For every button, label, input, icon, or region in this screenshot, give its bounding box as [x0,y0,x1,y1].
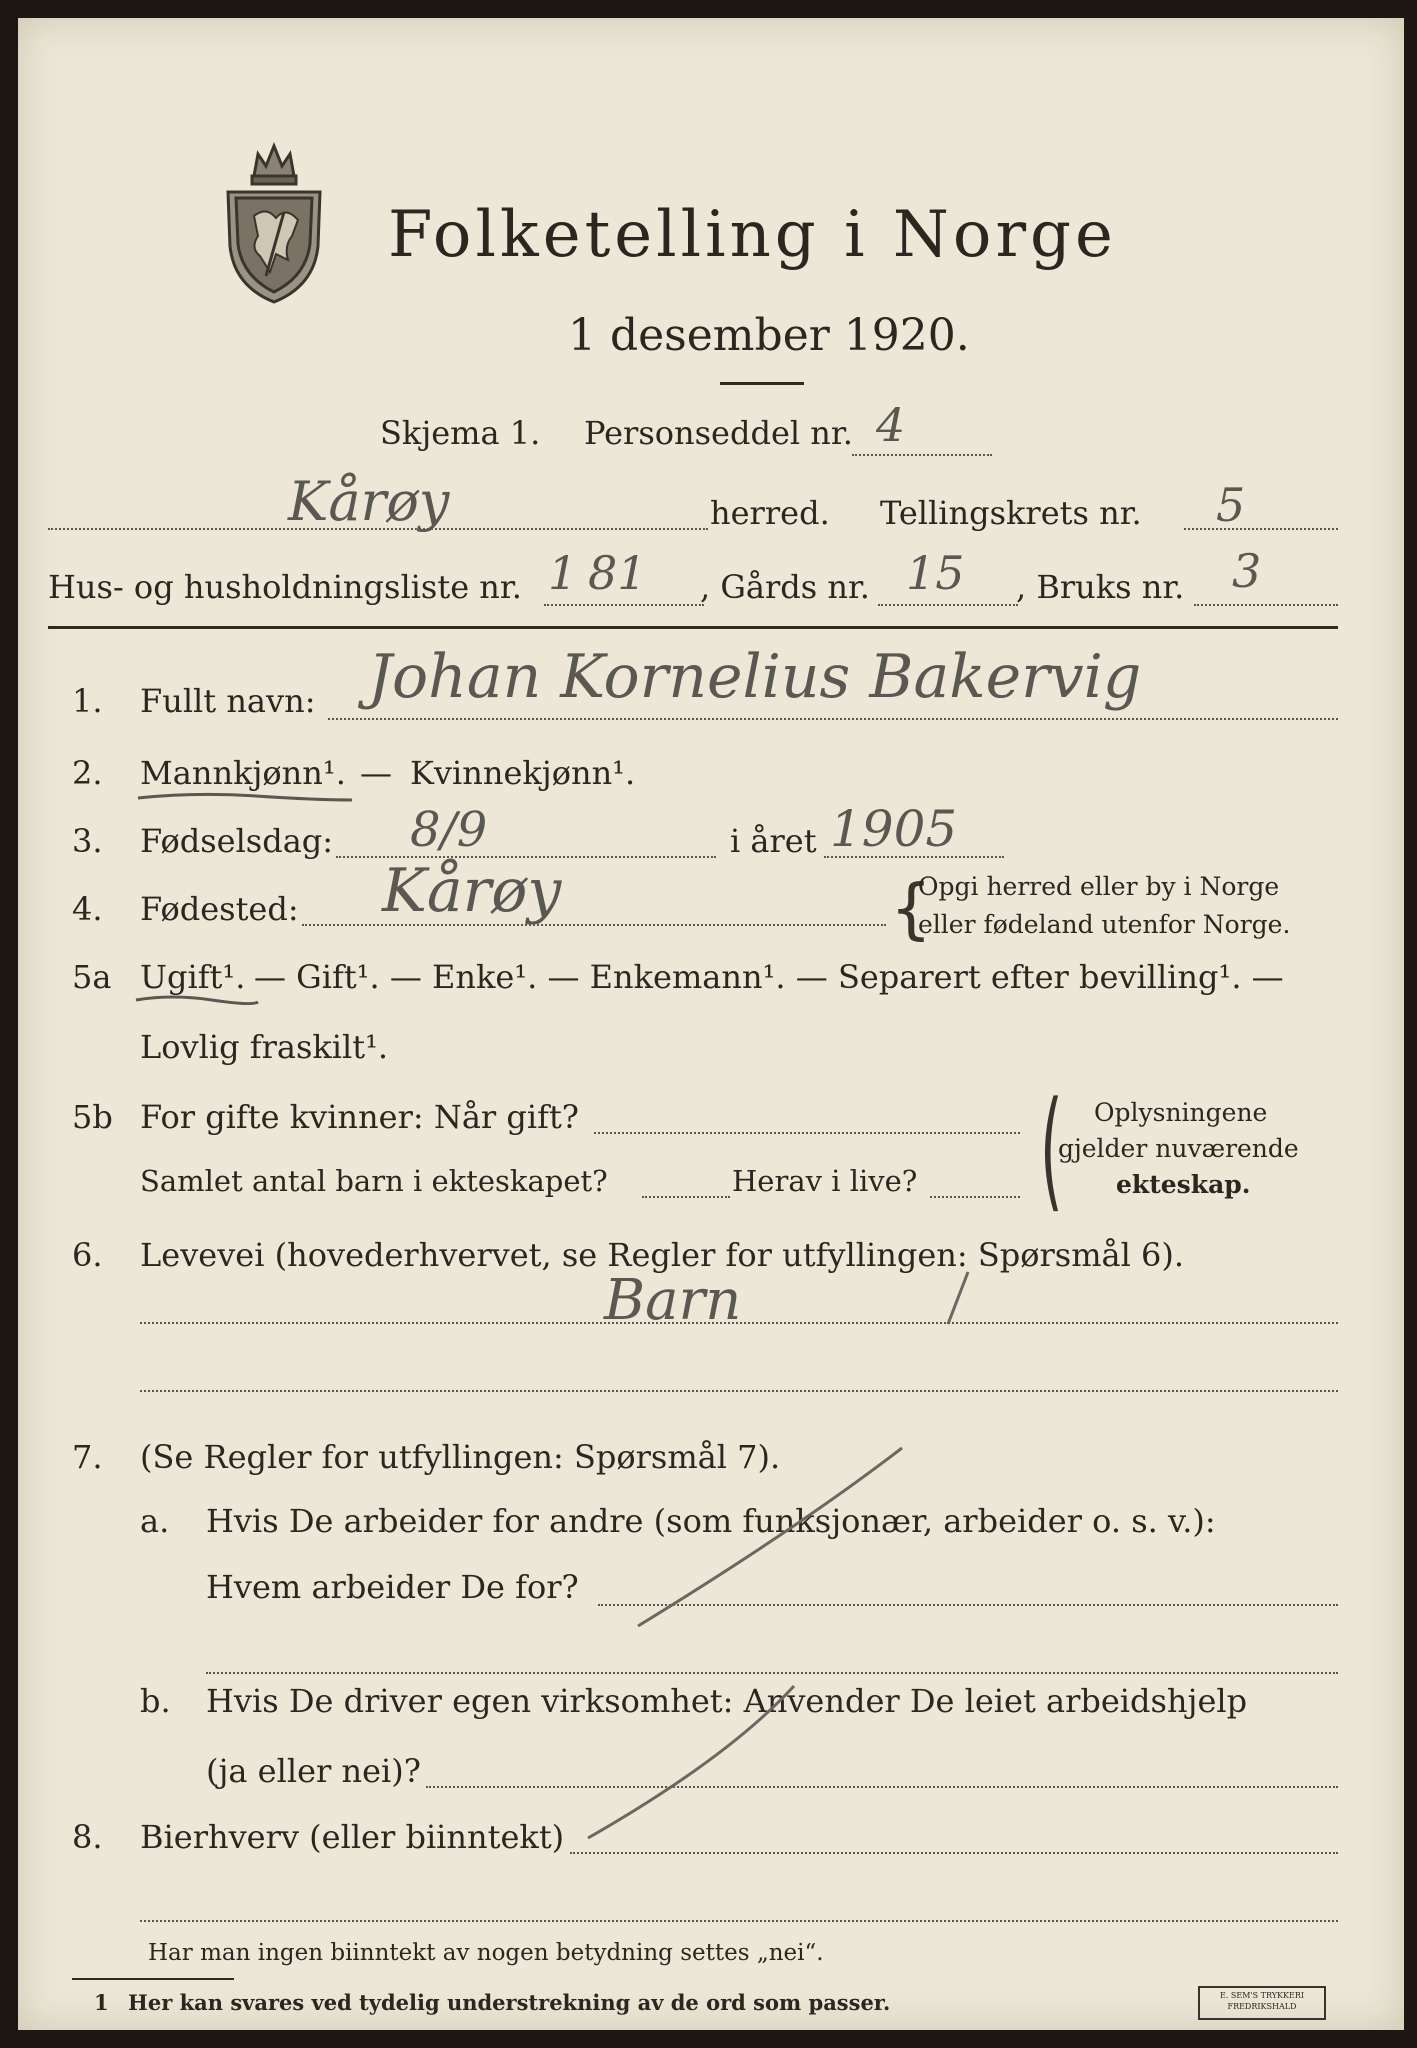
footnote-text: Her kan svares ved tydelig understrekning av de ord som passer. [128,1990,891,2015]
tellingskrets-value: 5 [1216,478,1246,532]
q3-year-label: i året [730,822,817,860]
q5b-number: 5b [72,1098,113,1136]
birthplace-value: Kårøy [382,856,562,926]
census-form-page [18,18,1404,2030]
tellingskrets-label: Tellingskrets nr. [880,494,1142,532]
q2-number: 2. [72,754,103,792]
side-income-field-2 [140,1920,1338,1922]
full-name-field [328,718,1338,720]
gards-label: , Gårds nr. [700,568,870,606]
birthplace-note-line2: eller fødeland utenfor Norge. [918,910,1291,939]
q3-number: 3. [72,822,103,860]
hired-help-field [426,1786,1338,1788]
personseddel-label: Personseddel nr. [584,414,853,452]
q2-mann: Mannkjønn¹. [140,754,346,792]
household-value: 81 [588,546,647,600]
census-date: 1 desember 1920. [568,310,970,361]
personseddel-field [852,454,992,456]
printer-line2: FREDRIKSHALD [1227,2002,1297,2011]
printer-line1: E. SEM'S TRYKKERI [1219,1991,1305,2000]
q7b-line2: (ja eller nei)? [206,1752,421,1790]
norwegian-coat-of-arms-icon [214,136,334,306]
q7a-line1: Hvis De arbeider for andre (som funksjonær, arbeider o. s. v.): [206,1502,1216,1540]
marriage-note-line3: ekteskap. [1116,1170,1251,1199]
q4-label: Fødested: [140,890,299,928]
marriage-note-line1: Oplysningene [1094,1098,1268,1127]
children-count-field [642,1196,730,1198]
q5b-line2a: Samlet antal barn i ekteskapet? [140,1164,608,1198]
footnote-number: 1 [94,1990,109,2015]
schema-label: Skjema 1. [380,414,541,452]
birthplace-note-brace: { [890,870,932,947]
marriage-note-bracket: ( [1039,1073,1063,1225]
birthday-value: 8/9 [410,802,488,858]
footnote-rule [72,1978,234,1980]
full-name-value: Johan Kornelius Bakervig [368,642,1142,712]
header-rule [48,626,1338,629]
title-divider [720,382,804,385]
q8-label: Bierhverv (eller biinntekt) [140,1818,565,1856]
mann-underline-mark [136,788,356,808]
occupation-value: Barn [604,1268,742,1333]
q4-number: 4. [72,890,103,928]
birth-year-value: 1905 [830,800,958,858]
household-prefix: 1 [548,546,578,600]
occupation-field-1 [140,1322,1338,1324]
gards-field [878,604,1018,606]
household-label: Hus- og husholdningsliste nr. [48,568,522,606]
q5b-line1: For gifte kvinner: Når gift? [140,1098,579,1136]
tellingskrets-field [1184,528,1338,530]
ugift-underline-mark [132,992,262,1014]
q5a-ugift: Ugift¹. [140,958,246,996]
employer-field-2 [206,1672,1338,1674]
household-field [544,604,704,606]
q7b-letter: b. [140,1682,171,1720]
q7-number: 7. [72,1438,103,1476]
footer-note: Har man ingen biinntekt av nogen betydning settes „nei“. [148,1940,824,1966]
q2-kvinne: Kvinnekjønn¹. [410,754,636,792]
herred-label: herred. [710,494,830,532]
marriage-note-line2: gjelder nuværende [1058,1134,1299,1163]
birthplace-note-line1: Opgi herred eller by i Norge [918,872,1280,901]
bruks-field [1194,604,1338,606]
form-title: Folketelling i Norge [388,198,1117,272]
q1-number: 1. [72,682,103,720]
q7a-letter: a. [140,1502,170,1540]
printer-stamp [1198,1986,1326,2020]
herred-value: Kårøy [288,470,450,533]
q2-separator: — [360,754,392,792]
occupation-check-mark [918,1268,978,1328]
q7b-line1: Hvis De driver egen virksomhet: Anvender De leiet arbeidshjelp [206,1682,1248,1720]
q7a-line2: Hvem arbeider De for? [206,1568,579,1606]
q5a-options: — Gift¹. — Enke¹. — Enkemann¹. — Separert efter bevilling¹. — [254,958,1284,996]
side-income-field-1 [570,1852,1338,1854]
q6-label: Levevei (hovederhvervet, se Regler for utfyllingen: Spørsmål 6). [140,1236,1185,1274]
personseddel-value: 4 [876,398,906,452]
children-alive-field [930,1196,1020,1198]
employer-strike-mark [598,1438,918,1638]
q3-label: Fødselsdag: [140,822,334,860]
q5b-line2b: Herav i live? [732,1164,918,1198]
q6-number: 6. [72,1236,103,1274]
q8-number: 8. [72,1818,103,1856]
q5a-line2: Lovlig fraskilt¹. [140,1028,389,1066]
q7-label: (Se Regler for utfyllingen: Spørsmål 7). [140,1438,781,1476]
hired-help-strike-mark [568,1678,808,1848]
married-when-field [594,1132,1020,1134]
q5a-number: 5a [72,958,112,996]
bruks-value: 3 [1232,544,1262,598]
q1-label: Fullt navn: [140,682,316,720]
occupation-field-2 [140,1390,1338,1392]
gards-value: 15 [906,546,965,600]
bruks-label: , Bruks nr. [1016,568,1185,606]
